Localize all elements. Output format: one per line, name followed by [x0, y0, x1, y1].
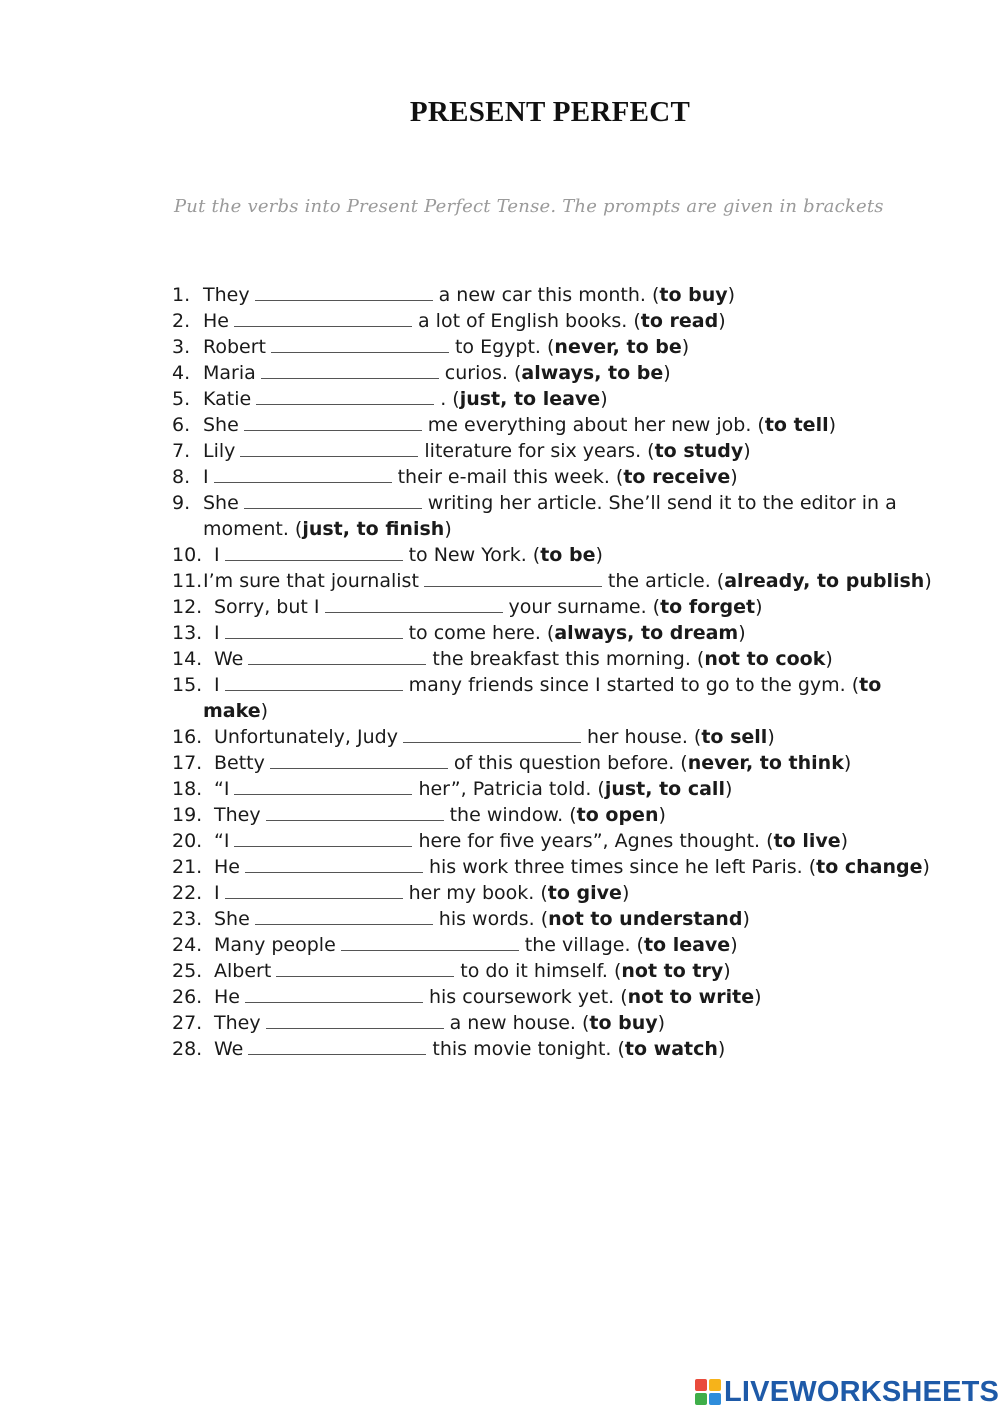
answer-blank[interactable]: [255, 282, 433, 301]
closing-bracket: ): [922, 856, 930, 878]
sentence-start: I: [214, 544, 220, 566]
sentence-start: Unfortunately, Judy: [214, 726, 398, 748]
closing-bracket: ): [840, 830, 849, 852]
closing-bracket: ): [681, 336, 690, 358]
exercise-item: [172, 594, 932, 620]
exercise-item: [172, 958, 932, 984]
verb-prompt: always, to be: [521, 362, 664, 384]
verb-prompt: never, to think: [687, 752, 844, 774]
sentence-end: to Egypt. (: [454, 336, 555, 358]
sentence-end: his coursework yet. (: [428, 986, 628, 1008]
answer-blank[interactable]: [225, 620, 403, 639]
sentence-start: I: [214, 622, 220, 644]
exercise-item: [172, 750, 932, 776]
answer-blank[interactable]: [341, 932, 519, 951]
verb-prompt: to open: [576, 804, 659, 826]
answer-blank[interactable]: [225, 542, 403, 561]
exercise-item: [172, 542, 932, 568]
exercise-list: [172, 282, 932, 1062]
answer-blank[interactable]: [244, 412, 422, 431]
exercise-item: [172, 620, 932, 646]
verb-prompt: to sell: [701, 726, 768, 748]
sentence-start: Sorry, but I: [214, 596, 320, 618]
liveworksheets-logo-icon: [695, 1379, 721, 1405]
item-number: 2.: [172, 310, 191, 332]
verb-prompt: not to cook: [704, 648, 826, 670]
item-number: 16.: [172, 726, 203, 748]
closing-bracket: ): [444, 518, 452, 540]
verb-prompt: just, to finish: [302, 518, 445, 540]
closing-bracket: ): [657, 1012, 666, 1034]
verb-prompt: already, to publish: [724, 570, 925, 592]
answer-blank[interactable]: [266, 1010, 444, 1029]
sentence-start: Betty: [214, 752, 265, 774]
item-number: 1.: [172, 284, 191, 306]
sentence-start: Katie: [203, 388, 252, 410]
verb-prompt: not to understand: [548, 908, 743, 930]
closing-bracket: ): [717, 1038, 726, 1060]
verb-prompt: to study: [654, 440, 744, 462]
closing-bracket: ): [754, 986, 762, 1008]
item-number: 19.: [172, 804, 203, 826]
answer-blank[interactable]: [276, 958, 454, 977]
item-number: 15.: [172, 674, 203, 696]
verb-prompt: always, to dream: [554, 622, 739, 644]
sentence-start: Robert: [203, 336, 266, 358]
answer-blank[interactable]: [244, 490, 422, 509]
closing-bracket: ): [723, 960, 731, 982]
answer-blank[interactable]: [248, 1036, 426, 1055]
sentence-end: their e-mail this week. (: [397, 466, 624, 488]
closing-bracket: ): [730, 934, 738, 956]
answer-blank[interactable]: [266, 802, 444, 821]
answer-blank[interactable]: [403, 724, 581, 743]
verb-prompt: to watch: [624, 1038, 718, 1060]
sentence-end: his words. (: [438, 908, 549, 930]
answer-blank[interactable]: [234, 776, 412, 795]
verb-prompt: to be: [540, 544, 596, 566]
verb-prompt: to make: [203, 674, 882, 722]
verb-prompt: to buy: [589, 1012, 658, 1034]
exercise-item: [172, 568, 932, 594]
item-number: 20.: [172, 830, 203, 852]
verb-prompt: just, to call: [604, 778, 725, 800]
answer-blank[interactable]: [234, 828, 412, 847]
answer-blank[interactable]: [255, 906, 433, 925]
exercise-item: [172, 828, 932, 854]
verb-prompt: to read: [640, 310, 719, 332]
exercise-item: [172, 724, 932, 750]
verb-prompt: never, to be: [554, 336, 682, 358]
page-title: PRESENT PERFECT: [409, 96, 691, 128]
item-number: 17.: [172, 752, 203, 774]
closing-bracket: ): [730, 466, 738, 488]
verb-prompt: to leave: [643, 934, 731, 956]
closing-bracket: ): [600, 388, 608, 410]
sentence-end: his work three times since he left Paris. (: [428, 856, 817, 878]
sentence-end: her house. (: [586, 726, 702, 748]
closing-bracket: ): [724, 778, 733, 800]
closing-bracket: ): [742, 908, 750, 930]
sentence-end: a lot of English books. (: [417, 310, 641, 332]
closing-bracket: ): [658, 804, 666, 826]
sentence-start: They: [214, 1012, 261, 1034]
closing-bracket: ): [755, 596, 763, 618]
sentence-end: many friends since I started to go to the gym. (: [408, 674, 860, 696]
exercise-item: [172, 880, 932, 906]
sentence-end: to New York. (: [408, 544, 541, 566]
closing-bracket: ): [743, 440, 751, 462]
item-number: 23.: [172, 908, 203, 930]
verb-prompt: to forget: [660, 596, 756, 618]
sentence-start: We: [214, 1038, 244, 1060]
closing-bracket: ): [767, 726, 775, 748]
exercise-item: [172, 438, 932, 464]
exercise-item: [172, 386, 932, 412]
answer-blank[interactable]: [261, 360, 439, 379]
sentence-start: They: [203, 284, 250, 306]
closing-bracket: ): [738, 622, 746, 644]
item-number: 25.: [172, 960, 203, 982]
liveworksheets-logo: [695, 1376, 999, 1408]
answer-blank[interactable]: [245, 984, 423, 1003]
item-number: 22.: [172, 882, 203, 904]
exercise-item: [172, 984, 932, 1010]
answer-blank[interactable]: [240, 438, 418, 457]
sentence-end: a new car this month. (: [438, 284, 660, 306]
exercise-item: [172, 1036, 932, 1062]
sentence-end: curios. (: [444, 362, 522, 384]
item-number: 5.: [172, 388, 191, 410]
exercise-item: [172, 464, 932, 490]
closing-bracket: ): [924, 570, 932, 592]
item-number: 24.: [172, 934, 203, 956]
answer-blank[interactable]: [325, 594, 503, 613]
verb-prompt: to change: [816, 856, 923, 878]
sentence-end: your surname. (: [508, 596, 661, 618]
logo-square-green: [695, 1393, 707, 1405]
sentence-start: Many people: [214, 934, 336, 956]
sentence-start: She: [203, 492, 239, 514]
logo-square-red: [695, 1379, 707, 1391]
closing-bracket: ): [260, 700, 269, 722]
answer-blank[interactable]: [248, 646, 426, 665]
answer-blank[interactable]: [270, 750, 448, 769]
exercise-item: [172, 1010, 932, 1036]
exercise-item: [172, 412, 932, 438]
exercise-item: [172, 672, 932, 724]
exercise-item: [172, 360, 932, 386]
item-number: 7.: [172, 440, 191, 462]
sentence-end: literature for six years. (: [424, 440, 655, 462]
sentence-end: to come here. (: [408, 622, 555, 644]
item-number: 27.: [172, 1012, 203, 1034]
sentence-start: He: [214, 986, 240, 1008]
sentence-end: her”, Patricia told. (: [418, 778, 605, 800]
sentence-start: They: [214, 804, 261, 826]
answer-blank[interactable]: [271, 334, 449, 353]
closing-bracket: ): [621, 882, 630, 904]
closing-bracket: ): [828, 414, 837, 436]
logo-text: LIVEWORKSHEETS: [724, 1375, 1000, 1408]
item-number: 6.: [172, 414, 191, 436]
sentence-end: this movie tonight. (: [432, 1038, 625, 1060]
sentence-start: Maria: [203, 362, 256, 384]
exercise-item: [172, 802, 932, 828]
answer-blank[interactable]: [234, 308, 412, 327]
instruction-text: Put the verbs into Present Perfect Tense. The prompts are given in brackets: [174, 196, 884, 217]
item-number: 11.: [172, 570, 203, 592]
item-number: 18.: [172, 778, 203, 800]
closing-bracket: ): [663, 362, 671, 384]
sentence-end: of this question before. (: [453, 752, 688, 774]
verb-prompt: just, to leave: [459, 388, 601, 410]
verb-prompt: to receive: [623, 466, 731, 488]
answer-blank[interactable]: [424, 568, 602, 587]
closing-bracket: ): [843, 752, 852, 774]
verb-prompt: to give: [547, 882, 622, 904]
item-number: 12.: [172, 596, 203, 618]
item-number: 3.: [172, 336, 191, 358]
sentence-end: writing her article. She’ll send it to the editor in a moment. (: [203, 492, 897, 540]
sentence-start: Lily: [203, 440, 236, 462]
item-number: 28.: [172, 1038, 203, 1060]
sentence-start: I’m sure that journalist: [203, 570, 419, 592]
exercise-item: [172, 932, 932, 958]
item-number: 8.: [172, 466, 191, 488]
sentence-end: here for five years”, Agnes thought. (: [418, 830, 774, 852]
sentence-end: a new house. (: [449, 1012, 590, 1034]
closing-bracket: ): [727, 284, 736, 306]
sentence-start: Albert: [214, 960, 272, 982]
item-number: 9.: [172, 492, 191, 514]
item-number: 26.: [172, 986, 203, 1008]
verb-prompt: not to write: [627, 986, 755, 1008]
verb-prompt: to live: [773, 830, 841, 852]
sentence-start: “I: [214, 830, 230, 852]
sentence-end: the article. (: [607, 570, 725, 592]
closing-bracket: ): [718, 310, 726, 332]
verb-prompt: not to try: [621, 960, 724, 982]
answer-blank[interactable]: [256, 386, 434, 405]
item-number: 4.: [172, 362, 191, 384]
sentence-start: She: [203, 414, 239, 436]
exercise-item: [172, 308, 932, 334]
sentence-start: I: [214, 674, 220, 696]
sentence-end: to do it himself. (: [460, 960, 622, 982]
exercise-item: [172, 490, 932, 542]
item-number: 13.: [172, 622, 203, 644]
answer-blank[interactable]: [214, 464, 392, 483]
verb-prompt: to tell: [764, 414, 829, 436]
exercise-item: [172, 334, 932, 360]
sentence-end: me everything about her new job. (: [427, 414, 765, 436]
answer-blank[interactable]: [245, 854, 423, 873]
item-number: 14.: [172, 648, 203, 670]
exercise-item: [172, 282, 932, 308]
sentence-end: the window. (: [449, 804, 577, 826]
exercise-item: [172, 776, 932, 802]
verb-prompt: to buy: [659, 284, 728, 306]
sentence-start: “I: [214, 778, 230, 800]
logo-square-yellow: [709, 1379, 721, 1391]
sentence-start: We: [214, 648, 244, 670]
exercise-item: [172, 906, 932, 932]
sentence-start: I: [214, 882, 220, 904]
logo-square-blue: [709, 1393, 721, 1405]
closing-bracket: ): [825, 648, 833, 670]
answer-blank[interactable]: [225, 880, 403, 899]
item-number: 10.: [172, 544, 203, 566]
answer-blank[interactable]: [225, 672, 403, 691]
sentence-start: She: [214, 908, 250, 930]
closing-bracket: ): [595, 544, 603, 566]
sentence-end: the village. (: [524, 934, 644, 956]
exercise-item: [172, 646, 932, 672]
sentence-end: . (: [440, 388, 460, 410]
sentence-start: He: [214, 856, 240, 878]
sentence-start: He: [203, 310, 229, 332]
exercise-item: [172, 854, 932, 880]
item-number: 21.: [172, 856, 203, 878]
sentence-end: her my book. (: [408, 882, 548, 904]
sentence-start: I: [203, 466, 209, 488]
sentence-end: the breakfast this morning. (: [432, 648, 705, 670]
